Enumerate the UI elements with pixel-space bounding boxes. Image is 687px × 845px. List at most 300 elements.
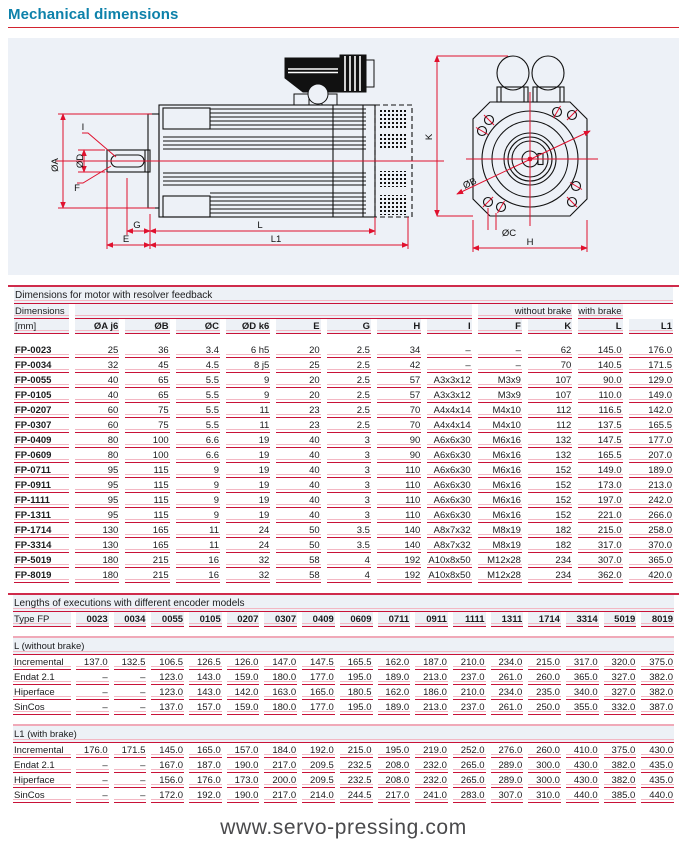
table-row bbox=[14, 478, 673, 493]
cell-value: 90.0 bbox=[578, 373, 622, 388]
cell-value: 283.0 bbox=[453, 788, 486, 803]
cell-value: 217.0 bbox=[264, 788, 297, 803]
cell-value: 2.5 bbox=[327, 358, 371, 373]
cell-value: 215.0 bbox=[578, 523, 622, 538]
cell-value: 126.5 bbox=[189, 655, 222, 670]
cell-value: 95 bbox=[75, 463, 119, 478]
label-ob: ØB bbox=[461, 175, 479, 192]
cell-value: 2.5 bbox=[327, 418, 371, 433]
table-row bbox=[14, 523, 673, 538]
section-header-row bbox=[13, 636, 674, 655]
table-section-title: Dimensions for motor with resolver feedback bbox=[14, 287, 673, 304]
cell-value: 19 bbox=[226, 478, 270, 493]
cell-value: 95 bbox=[75, 508, 119, 523]
cell-value: – bbox=[478, 343, 522, 358]
technical-drawing bbox=[8, 38, 679, 275]
cell-value: 50 bbox=[276, 538, 320, 553]
table-row bbox=[14, 403, 673, 418]
row-model: FP-0207 bbox=[14, 403, 69, 418]
cell-value: – bbox=[76, 788, 109, 803]
cell-value: M8x19 bbox=[478, 538, 522, 553]
cell-value: 3 bbox=[327, 433, 371, 448]
cell-value: 23 bbox=[276, 403, 320, 418]
cell-value: – bbox=[478, 358, 522, 373]
cell-value: 140.5 bbox=[578, 358, 622, 373]
cell-value: 332.0 bbox=[604, 700, 637, 715]
cell-value: 242.0 bbox=[629, 493, 673, 508]
cell-value: 137.0 bbox=[151, 700, 184, 715]
cell-value: 241.0 bbox=[415, 788, 448, 803]
cell-value: 3 bbox=[327, 448, 371, 463]
cell-value: 177.0 bbox=[302, 700, 335, 715]
cell-value: 440.0 bbox=[566, 788, 599, 803]
cell-value: 180.5 bbox=[340, 685, 373, 700]
cell-value: 252.0 bbox=[453, 743, 486, 758]
cell-value: 5.5 bbox=[176, 418, 220, 433]
cell-value: 36 bbox=[125, 343, 169, 358]
drawing-panel bbox=[8, 38, 679, 275]
cell-value: 261.0 bbox=[491, 700, 524, 715]
cell-value: 382.0 bbox=[641, 685, 674, 700]
cell-value: 375.0 bbox=[641, 655, 674, 670]
cell-value: 9 bbox=[226, 373, 270, 388]
table-row bbox=[14, 373, 673, 388]
cell-value: 126.0 bbox=[227, 655, 260, 670]
cell-value: M3x9 bbox=[478, 388, 522, 403]
cell-value: 3.4 bbox=[176, 343, 220, 358]
brake-hatch bbox=[378, 195, 408, 215]
cell-value: 289.0 bbox=[491, 758, 524, 773]
cell-value: 5.5 bbox=[176, 373, 220, 388]
row-model: FP-0609 bbox=[14, 448, 69, 463]
cell-value: 382.0 bbox=[604, 773, 637, 788]
label-l: L bbox=[257, 220, 263, 231]
cell-value: 171.5 bbox=[114, 743, 147, 758]
cell-value: 9 bbox=[176, 478, 220, 493]
cell-value: 152 bbox=[528, 463, 572, 478]
cell-value: 42 bbox=[377, 358, 421, 373]
cell-value: M4x10 bbox=[478, 418, 522, 433]
cell-value: 165.0 bbox=[302, 685, 335, 700]
cell-value: 3 bbox=[327, 463, 371, 478]
cell-value: 387.0 bbox=[641, 700, 674, 715]
cell-value: 215.0 bbox=[528, 655, 561, 670]
cell-value: – bbox=[427, 358, 471, 373]
cell-value: 192.0 bbox=[302, 743, 335, 758]
cell-value: 32 bbox=[226, 568, 270, 583]
cell-value: 90 bbox=[377, 433, 421, 448]
cell-value: 430.0 bbox=[566, 773, 599, 788]
cell-value: 11 bbox=[176, 538, 220, 553]
leader-i bbox=[82, 133, 116, 157]
cell-value: 80 bbox=[75, 433, 119, 448]
cell-value: 163.0 bbox=[264, 685, 297, 700]
row-model: FP-5019 bbox=[14, 553, 69, 568]
cell-value: – bbox=[76, 773, 109, 788]
table-row bbox=[14, 448, 673, 463]
cell-value: 40 bbox=[276, 508, 320, 523]
row-header-dimensions: Dimensions bbox=[14, 304, 69, 319]
cell-value: A10x8x50 bbox=[428, 570, 471, 581]
cell-value: 192 bbox=[377, 553, 421, 568]
row-model: FP-0023 bbox=[14, 343, 69, 358]
cell-value: – bbox=[114, 670, 147, 685]
cell-value: 110.0 bbox=[578, 388, 622, 403]
cell-value: 234 bbox=[528, 553, 572, 568]
cell-value: 19 bbox=[226, 463, 270, 478]
cell-value: 2.5 bbox=[327, 388, 371, 403]
cell-value: 19 bbox=[226, 448, 270, 463]
row-label: Endat 2.1 bbox=[13, 758, 71, 773]
cell-value: 232.0 bbox=[415, 773, 448, 788]
without-brake-label: without brake bbox=[478, 304, 573, 319]
cell-value: 189.0 bbox=[629, 463, 673, 478]
cell-value: 213.0 bbox=[415, 670, 448, 685]
section-header-row bbox=[13, 724, 674, 743]
cell-value: 234 bbox=[528, 568, 572, 583]
row-label: Endat 2.1 bbox=[13, 670, 71, 685]
cell-value: 106.5 bbox=[151, 655, 184, 670]
cell-value: 70 bbox=[377, 403, 421, 418]
column-header: 0911 bbox=[415, 612, 448, 627]
cell-value: 215 bbox=[125, 553, 169, 568]
cell-value: A6x6x30 bbox=[427, 508, 471, 523]
cell-value: 152 bbox=[528, 493, 572, 508]
cell-value: 149.0 bbox=[578, 463, 622, 478]
cell-value: 237.0 bbox=[453, 670, 486, 685]
row-model: FP-8019 bbox=[14, 568, 69, 583]
cell-value: 208.0 bbox=[378, 773, 411, 788]
cell-value: 9 bbox=[176, 508, 220, 523]
row-label: Incremental bbox=[13, 655, 71, 670]
cell-value: 132.5 bbox=[114, 655, 147, 670]
mounting-boss-top bbox=[163, 108, 210, 129]
cell-value: 209.5 bbox=[302, 773, 335, 788]
cell-value: 317.0 bbox=[578, 538, 622, 553]
column-header: 1111 bbox=[453, 612, 486, 627]
cell-value: 19 bbox=[226, 493, 270, 508]
column-header: ØB bbox=[125, 319, 169, 334]
cell-value: 152 bbox=[528, 478, 572, 493]
cell-value: 420.0 bbox=[629, 568, 673, 583]
column-header: 0055 bbox=[151, 612, 184, 627]
row-label: SinCos bbox=[13, 700, 71, 715]
column-header: E bbox=[276, 319, 320, 334]
cell-value: 307.0 bbox=[578, 553, 622, 568]
column-header: 8019 bbox=[641, 612, 674, 627]
label-f: F bbox=[74, 183, 80, 194]
cell-value: 25 bbox=[276, 358, 320, 373]
cell-value: 90 bbox=[377, 448, 421, 463]
cell-value: 70 bbox=[528, 358, 572, 373]
cell-value: 3 bbox=[327, 508, 371, 523]
label-oa: ØA bbox=[50, 158, 61, 172]
cell-value: 123.0 bbox=[151, 685, 184, 700]
column-header: K bbox=[528, 319, 572, 334]
cell-value: 327.0 bbox=[604, 685, 637, 700]
column-header: 0409 bbox=[302, 612, 335, 627]
cell-value: – bbox=[114, 788, 147, 803]
label-od: ØD bbox=[75, 153, 86, 169]
column-header: 0711 bbox=[378, 612, 411, 627]
cell-value: 60 bbox=[75, 403, 119, 418]
cell-value: M6x16 bbox=[478, 478, 522, 493]
cell-value: 375.0 bbox=[604, 743, 637, 758]
cell-value: – bbox=[76, 670, 109, 685]
cell-value: 167.0 bbox=[151, 758, 184, 773]
cell-value: 3 bbox=[327, 478, 371, 493]
cell-value: A6x6x30 bbox=[427, 433, 471, 448]
cell-value: 289.0 bbox=[491, 773, 524, 788]
cell-value: M3x9 bbox=[478, 373, 522, 388]
column-header: 0207 bbox=[227, 612, 260, 627]
cell-value: 300.0 bbox=[528, 773, 561, 788]
cell-value: 137.0 bbox=[76, 655, 109, 670]
cell-value: 180.0 bbox=[264, 670, 297, 685]
cell-value: 173.0 bbox=[227, 773, 260, 788]
cell-value: 187.0 bbox=[415, 655, 448, 670]
cell-value: 147.5 bbox=[302, 655, 335, 670]
cell-value: M8x19 bbox=[478, 523, 522, 538]
section-title: L1 (with brake) bbox=[13, 724, 674, 743]
brake-hatch bbox=[378, 108, 408, 128]
cell-value: 147.5 bbox=[578, 433, 622, 448]
cell-value: 100 bbox=[125, 448, 169, 463]
row-model: FP-0105 bbox=[14, 388, 69, 403]
table-row bbox=[14, 553, 673, 568]
cell-value: 58 bbox=[276, 568, 320, 583]
cell-value: 214.0 bbox=[302, 788, 335, 803]
table-row bbox=[13, 700, 674, 715]
cell-value: 192.0 bbox=[189, 788, 222, 803]
cell-value: A6x6x30 bbox=[427, 463, 471, 478]
cell-value: 16 bbox=[176, 568, 220, 583]
label-h: H bbox=[526, 237, 534, 248]
cell-value: 80 bbox=[75, 448, 119, 463]
cell-value: 165 bbox=[125, 538, 169, 553]
resolver-dimensions-table bbox=[8, 285, 679, 583]
label-l1: L1 bbox=[270, 234, 282, 245]
cell-value: 3.5 bbox=[327, 523, 371, 538]
cell-value: M6x16 bbox=[478, 448, 522, 463]
cell-value: 165.5 bbox=[629, 418, 673, 433]
cell-value: 190.0 bbox=[227, 758, 260, 773]
cell-value: 258.0 bbox=[629, 523, 673, 538]
cell-value: 260.0 bbox=[528, 670, 561, 685]
spacer-row bbox=[13, 627, 674, 636]
cell-value: – bbox=[76, 700, 109, 715]
cell-value: 365.0 bbox=[566, 670, 599, 685]
cell-value: A4x4x14 bbox=[427, 403, 471, 418]
cell-value: 25 bbox=[75, 343, 119, 358]
cell-value: 217.0 bbox=[264, 758, 297, 773]
cell-value: 232.5 bbox=[340, 758, 373, 773]
cell-value: 140 bbox=[377, 538, 421, 553]
cell-value: 207.0 bbox=[629, 448, 673, 463]
cell-value: 300.0 bbox=[528, 758, 561, 773]
cell-value: 382.0 bbox=[641, 670, 674, 685]
cell-value: 157.0 bbox=[189, 700, 222, 715]
cell-value: 20 bbox=[276, 388, 320, 403]
table-row bbox=[13, 685, 674, 700]
column-header: H bbox=[377, 319, 421, 334]
rear-view-labels bbox=[424, 133, 534, 248]
cell-value: A8x7x32 bbox=[427, 523, 471, 538]
cell-value: 171.5 bbox=[629, 358, 673, 373]
cell-value: A6x6x30 bbox=[427, 448, 471, 463]
cell-value: 172.0 bbox=[151, 788, 184, 803]
cell-value: 195.0 bbox=[340, 700, 373, 715]
cell-value: 32 bbox=[75, 358, 119, 373]
column-header: I bbox=[427, 319, 471, 334]
cell-value: 11 bbox=[176, 523, 220, 538]
with-brake-label: with brake bbox=[578, 306, 622, 317]
cell-value: 162.0 bbox=[378, 655, 411, 670]
cell-value: 45 bbox=[125, 358, 169, 373]
cell-value: 132 bbox=[528, 433, 572, 448]
cell-value: 152 bbox=[528, 508, 572, 523]
column-header: L bbox=[578, 319, 622, 334]
cell-value: 221.0 bbox=[578, 508, 622, 523]
cell-value: 4 bbox=[327, 568, 371, 583]
mounting-boss-bottom bbox=[163, 196, 210, 217]
cell-value: 8 j5 bbox=[226, 358, 270, 373]
table-row bbox=[14, 418, 673, 433]
cell-value: 100 bbox=[125, 433, 169, 448]
row-model: FP-0034 bbox=[14, 358, 69, 373]
cell-value: 112 bbox=[528, 418, 572, 433]
cell-value: 157.0 bbox=[227, 743, 260, 758]
cell-value: 327.0 bbox=[604, 670, 637, 685]
row-label: Incremental bbox=[13, 743, 71, 758]
cell-value: 165.5 bbox=[578, 448, 622, 463]
cell-value: 260.0 bbox=[528, 743, 561, 758]
cell-value: 4 bbox=[327, 553, 371, 568]
cell-value: 40 bbox=[75, 373, 119, 388]
cell-value: M12x28 bbox=[478, 568, 522, 583]
cell-value: 320.0 bbox=[604, 655, 637, 670]
cell-value: 232.0 bbox=[415, 758, 448, 773]
table-row bbox=[14, 508, 673, 523]
cell-value: 110 bbox=[377, 478, 421, 493]
cell-value: 317.0 bbox=[566, 655, 599, 670]
row-model: FP-1311 bbox=[14, 508, 69, 523]
cell-value: 177.0 bbox=[629, 433, 673, 448]
cell-value: A10x8x50 bbox=[428, 555, 471, 566]
cell-value: 20 bbox=[276, 373, 320, 388]
cell-value: 107 bbox=[528, 388, 572, 403]
cell-value: 215.0 bbox=[340, 743, 373, 758]
cell-value: 219.0 bbox=[415, 743, 448, 758]
cell-value: 266.0 bbox=[629, 508, 673, 523]
power-connector bbox=[285, 55, 374, 105]
table-row bbox=[13, 670, 674, 685]
cell-value: 149.0 bbox=[629, 388, 673, 403]
connector-round-left bbox=[497, 56, 529, 90]
cell-value: 182 bbox=[528, 523, 572, 538]
cell-value: 40 bbox=[276, 433, 320, 448]
cell-value: 177.0 bbox=[302, 670, 335, 685]
cell-value: 159.0 bbox=[227, 670, 260, 685]
table-section-title: Lengths of executions with different encoder models bbox=[13, 595, 674, 612]
cell-value: A3x3x12 bbox=[427, 388, 471, 403]
cell-value: 180 bbox=[75, 553, 119, 568]
cell-value: 2.5 bbox=[327, 343, 371, 358]
column-header: ØA j6 bbox=[75, 319, 119, 334]
table-row bbox=[13, 743, 674, 758]
cell-value: 176.0 bbox=[629, 343, 673, 358]
cell-value: 382.0 bbox=[604, 758, 637, 773]
row-model: FP-0911 bbox=[14, 478, 69, 493]
cell-value: M6x16 bbox=[478, 508, 522, 523]
cell-value: 210.0 bbox=[453, 685, 486, 700]
cell-value: M6x16 bbox=[478, 433, 522, 448]
cell-value: 3 bbox=[327, 493, 371, 508]
cell-value: M6x16 bbox=[478, 463, 522, 478]
cell-value: 435.0 bbox=[641, 758, 674, 773]
column-header: 0023 bbox=[76, 612, 109, 627]
spacer-row bbox=[14, 334, 673, 343]
cell-value: 195.0 bbox=[340, 670, 373, 685]
table-row bbox=[13, 788, 674, 803]
cell-value: 6.6 bbox=[176, 433, 220, 448]
cell-value: 34 bbox=[377, 343, 421, 358]
cell-value: 209.5 bbox=[302, 758, 335, 773]
cell-value: 410.0 bbox=[566, 743, 599, 758]
label-i: I bbox=[81, 122, 85, 133]
cell-value: 143.0 bbox=[189, 685, 222, 700]
column-header: 0105 bbox=[189, 612, 222, 627]
cell-value: 145.0 bbox=[578, 343, 622, 358]
title-rule bbox=[8, 27, 679, 28]
cell-value: A4x4x14 bbox=[427, 418, 471, 433]
cell-value: 162.0 bbox=[378, 685, 411, 700]
cell-value: 142.0 bbox=[227, 685, 260, 700]
cell-value: 165 bbox=[125, 523, 169, 538]
table-row bbox=[14, 493, 673, 508]
cell-value: 165.5 bbox=[340, 655, 373, 670]
cell-value: 95 bbox=[75, 493, 119, 508]
empty-cell bbox=[75, 304, 472, 319]
column-header-row bbox=[13, 612, 674, 627]
cell-value: 2.5 bbox=[327, 373, 371, 388]
cell-value: 115 bbox=[125, 508, 169, 523]
cell-value: – bbox=[427, 343, 471, 358]
cell-value: 58 bbox=[276, 553, 320, 568]
cell-value: 430.0 bbox=[641, 743, 674, 758]
cell-value: 16 bbox=[176, 553, 220, 568]
cell-value: 123.0 bbox=[151, 670, 184, 685]
cell-value: – bbox=[76, 758, 109, 773]
cell-value: 189.0 bbox=[378, 700, 411, 715]
cell-value: 195.0 bbox=[378, 743, 411, 758]
cell-value: 70 bbox=[377, 418, 421, 433]
cell-value: A8x7x32 bbox=[427, 538, 471, 553]
cell-value: 3.5 bbox=[327, 538, 371, 553]
cell-value: 143.0 bbox=[189, 670, 222, 685]
cell-value: 24 bbox=[226, 538, 270, 553]
encoder-lengths-table bbox=[8, 593, 679, 803]
cell-value: 129.0 bbox=[629, 373, 673, 388]
cell-value: 50 bbox=[276, 523, 320, 538]
table-row bbox=[14, 343, 673, 358]
cell-value: 19 bbox=[226, 433, 270, 448]
table-row bbox=[13, 655, 674, 670]
cell-value: 189.0 bbox=[378, 670, 411, 685]
table-row bbox=[14, 463, 673, 478]
cell-value: 40 bbox=[276, 463, 320, 478]
connector-base-right bbox=[533, 87, 564, 102]
